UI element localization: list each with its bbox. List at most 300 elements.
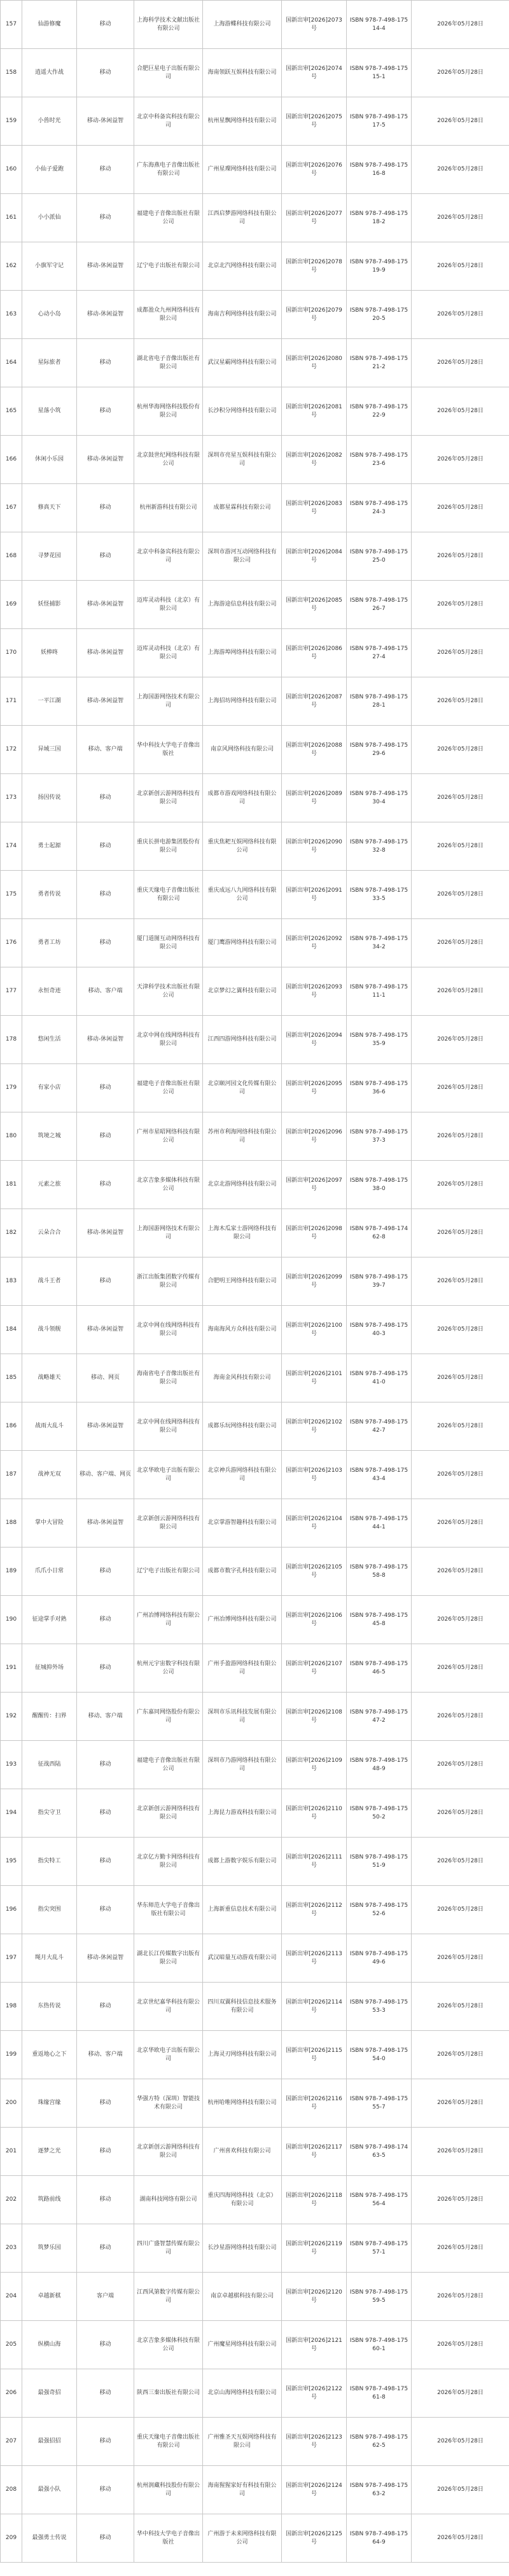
approval-date-cell: 2026年05月28日: [412, 436, 509, 484]
approval-number-cell: 国新出审[2026]2098号: [282, 1209, 347, 1257]
publisher-cell: 广东嘉同网络股份有限公司: [134, 1693, 203, 1741]
publisher-cell: 杭州华海网络科技股份有限公司: [134, 387, 203, 436]
row-number-cell: 208: [1, 2466, 22, 2514]
approval-number-cell: 国新出审[2026]2087号: [282, 677, 347, 726]
publisher-cell: 江西风第数字传媒有限公司: [134, 2273, 203, 2321]
isbn-cell: ISBN 978-7-498-17532-8: [347, 822, 412, 871]
publisher-cell: 华中科技大学电子音像出版社: [134, 726, 203, 774]
publisher-cell: 北京中网在线网络科技有限公司: [134, 1402, 203, 1451]
game-name-cell: 战斗王者: [22, 1257, 77, 1306]
operator-cell: 成都市游戏网络科技有限公司: [203, 774, 282, 822]
row-number-cell: 160: [1, 146, 22, 194]
operator-cell: 北京北汽网络科技有限公司: [203, 242, 282, 291]
isbn-cell: ISBN 978-7-498-17542-7: [347, 1402, 412, 1451]
isbn-cell: ISBN 978-7-498-17519-9: [347, 242, 412, 291]
game-name-cell: 小旗军守记: [22, 242, 77, 291]
row-number-cell: 181: [1, 1161, 22, 1209]
table-row: [1, 1451, 509, 1499]
game-type-cell: 移动: [77, 1886, 134, 1934]
table-row: [1, 1789, 509, 1838]
operator-cell: 厦门鹰游网络科技有限公司: [203, 919, 282, 967]
isbn-cell: ISBN 978-7-498-17546-5: [347, 1644, 412, 1693]
table-row: [1, 2273, 509, 2321]
game-name-cell: 东热传说: [22, 1983, 77, 2031]
publisher-cell: 福建电子音像出版社有限公司: [134, 194, 203, 242]
table-row: [1, 2031, 509, 2079]
game-type-cell: 移动: [77, 2418, 134, 2466]
table-row: [1, 2079, 509, 2128]
table-row: [1, 2369, 509, 2418]
approval-number-cell: 国新出审[2026]2076号: [282, 146, 347, 194]
operator-cell: 广州喜欢科技有限公司: [203, 2128, 282, 2176]
game-name-cell: 勇者传说: [22, 871, 77, 919]
row-number-cell: 198: [1, 1983, 22, 2031]
isbn-cell: ISBN 978-7-498-17518-2: [347, 194, 412, 242]
operator-cell: 上海游埠网络科技有限公司: [203, 629, 282, 677]
isbn-cell: ISBN 978-7-498-17523-6: [347, 436, 412, 484]
operator-cell: 江西四游网络科技有限公司: [203, 1016, 282, 1064]
isbn-cell: ISBN 978-7-498-17551-9: [347, 1838, 412, 1886]
operator-cell: 合肥明王网络科技有限公司: [203, 1257, 282, 1306]
approval-date-cell: 2026年05月28日: [412, 532, 509, 581]
publisher-cell: 广东海燕电子音像出版社有限公司: [134, 146, 203, 194]
game-type-cell: 移动、客户端: [77, 1693, 134, 1741]
game-type-cell: 移动、客户端、网页: [77, 1451, 134, 1499]
game-name-cell: 珠缘宫缘: [22, 2079, 77, 2128]
approval-number-cell: 国新出审[2026]2100号: [282, 1306, 347, 1354]
approval-date-cell: 2026年05月28日: [412, 871, 509, 919]
row-number-cell: 195: [1, 1838, 22, 1886]
publisher-cell: 杭州元宇宙数字科技有限公司: [134, 1644, 203, 1693]
game-type-cell: 移动-休闲益智: [77, 1499, 134, 1548]
table-row: [1, 581, 509, 629]
approval-date-cell: 2026年05月28日: [412, 2466, 509, 2514]
isbn-cell: ISBN 978-7-498-17543-4: [347, 1451, 412, 1499]
row-number-cell: 196: [1, 1886, 22, 1934]
isbn-cell: ISBN 978-7-498-17550-2: [347, 1789, 412, 1838]
game-type-cell: 移动: [77, 1548, 134, 1596]
approval-number-cell: 国新出审[2026]2075号: [282, 97, 347, 146]
approval-date-cell: 2026年05月28日: [412, 484, 509, 532]
table-row: [1, 484, 509, 532]
table-row: [1, 629, 509, 677]
approval-number-cell: 国新出审[2026]2110号: [282, 1789, 347, 1838]
game-name-cell: 悠闲生活: [22, 1016, 77, 1064]
approval-date-cell: 2026年05月28日: [412, 2176, 509, 2224]
operator-cell: 武汉暗量互动游戏有限公司: [203, 1934, 282, 1983]
row-number-cell: 209: [1, 2514, 22, 2563]
game-type-cell: 移动: [77, 532, 134, 581]
table-row: [1, 967, 509, 1016]
row-number-cell: 179: [1, 1064, 22, 1112]
game-type-cell: 移动-休闲益智: [77, 581, 134, 629]
approval-date-cell: 2026年05月28日: [412, 387, 509, 436]
approval-date-cell: 2026年05月28日: [412, 1693, 509, 1741]
row-number-cell: 201: [1, 2128, 22, 2176]
game-name-cell: 小兽时光: [22, 97, 77, 146]
approval-date-cell: 2026年05月28日: [412, 2079, 509, 2128]
table-row: [1, 1161, 509, 1209]
operator-cell: 成都乐玩网络科技有限公司: [203, 1402, 282, 1451]
row-number-cell: 175: [1, 871, 22, 919]
isbn-cell: ISBN 978-7-498-17525-0: [347, 532, 412, 581]
table-row: [1, 1983, 509, 2031]
isbn-cell: ISBN 978-7-498-17549-6: [347, 1934, 412, 1983]
game-type-cell: 移动-休闲益智: [77, 97, 134, 146]
publisher-cell: 厦门道图互动网络科技有限公司: [134, 919, 203, 967]
publisher-cell: 华东师范大学电子音像出版社有限公司: [134, 1886, 203, 1934]
operator-cell: 上海招坊网络科技有限公司: [203, 677, 282, 726]
approval-number-cell: 国新出审[2026]2079号: [282, 291, 347, 339]
table-row: [1, 2514, 509, 2563]
publisher-cell: 天津科学技术出版社有限公司: [134, 967, 203, 1016]
game-name-cell: 爪爪小日常: [22, 1548, 77, 1596]
game-type-cell: 移动-休闲益智: [77, 1306, 134, 1354]
isbn-cell: ISBN 978-7-498-17545-8: [347, 1596, 412, 1644]
approval-number-cell: 国新出审[2026]2122号: [282, 2369, 347, 2418]
isbn-cell: ISBN 978-7-498-17541-0: [347, 1354, 412, 1402]
isbn-cell: ISBN 978-7-498-17559-5: [347, 2273, 412, 2321]
row-number-cell: 174: [1, 822, 22, 871]
table-row: [1, 1596, 509, 1644]
game-name-cell: 最强奇招: [22, 2369, 77, 2418]
isbn-cell: ISBN 978-7-498-17535-9: [347, 1016, 412, 1064]
publisher-cell: 北京新创云游网络科技有限公司: [134, 2128, 203, 2176]
table-row: [1, 2466, 509, 2514]
approval-number-cell: 国新出审[2026]2125号: [282, 2514, 347, 2563]
table-row: [1, 1354, 509, 1402]
table-row: [1, 2176, 509, 2224]
row-number-cell: 192: [1, 1693, 22, 1741]
game-name-cell: 星落小筑: [22, 387, 77, 436]
table-row: [1, 2321, 509, 2369]
game-type-cell: 移动: [77, 1983, 134, 2031]
game-name-cell: 勇士起源: [22, 822, 77, 871]
publisher-cell: 华中科技大学电子音像出版社: [134, 2514, 203, 2563]
table-row: [1, 1016, 509, 1064]
game-type-cell: 移动: [77, 1838, 134, 1886]
operator-cell: 苏州市利海网络科技有限公司: [203, 1112, 282, 1161]
operator-cell: 南京风网络科技有限公司: [203, 726, 282, 774]
row-number-cell: 207: [1, 2418, 22, 2466]
publisher-cell: 北京新创云游网络科技有限公司: [134, 1499, 203, 1548]
isbn-cell: ISBN 978-7-498-17517-5: [347, 97, 412, 146]
game-name-cell: 指尖特工: [22, 1838, 77, 1886]
isbn-cell: ISBN 978-7-498-17533-5: [347, 871, 412, 919]
approval-date-cell: 2026年05月28日: [412, 822, 509, 871]
operator-cell: 上海木瓜家士游网络科技有限公司: [203, 1209, 282, 1257]
game-name-cell: 逍遥大作战: [22, 49, 77, 97]
table-row: [1, 919, 509, 967]
table-row: [1, 1257, 509, 1306]
game-name-cell: 醒醒传：扫界: [22, 1693, 77, 1741]
publisher-cell: 四川广盛智慧传媒有限公司: [134, 2224, 203, 2273]
operator-cell: 长沙星游网络科技有限公司: [203, 2224, 282, 2273]
approval-date-cell: 2026年05月28日: [412, 339, 509, 387]
operator-cell: 上海游途信息科技有限公司: [203, 581, 282, 629]
operator-cell: 北京神兵游网络科技有限公司: [203, 1451, 282, 1499]
approval-number-cell: 国新出审[2026]2099号: [282, 1257, 347, 1306]
operator-cell: 广州冶博网络科技有限公司: [203, 1596, 282, 1644]
game-type-cell: 移动、网页: [77, 1354, 134, 1402]
approval-date-cell: 2026年05月28日: [412, 1016, 509, 1064]
operator-cell: 广州星璨网络科技有限公司: [203, 146, 282, 194]
isbn-cell: ISBN 978-7-498-17553-3: [347, 1983, 412, 2031]
game-type-cell: 移动: [77, 194, 134, 242]
isbn-cell: ISBN 978-7-498-17556-4: [347, 2176, 412, 2224]
approval-number-cell: 国新出审[2026]2082号: [282, 436, 347, 484]
operator-cell: 成都星霖科技有限公司: [203, 484, 282, 532]
isbn-cell: ISBN 978-7-498-17529-6: [347, 726, 412, 774]
game-type-cell: 移动-休闲益智: [77, 436, 134, 484]
publisher-cell: 福建电子音像出版社有限公司: [134, 1741, 203, 1789]
game-name-cell: 卓越新棋: [22, 2273, 77, 2321]
approval-number-cell: 国新出审[2026]2108号: [282, 1693, 347, 1741]
game-name-cell: 休闲小乐园: [22, 436, 77, 484]
approval-date-cell: 2026年05月28日: [412, 1257, 509, 1306]
approval-date-cell: 2026年05月28日: [412, 1741, 509, 1789]
table-row: [1, 291, 509, 339]
table-row: [1, 2224, 509, 2273]
publisher-cell: 上海国游网络技术有限公司: [134, 677, 203, 726]
game-type-cell: 移动: [77, 146, 134, 194]
approval-number-cell: 国新出审[2026]2123号: [282, 2418, 347, 2466]
publisher-cell: 成都盈众九州网络科技有限公司: [134, 291, 203, 339]
approval-date-cell: 2026年05月28日: [412, 97, 509, 146]
game-type-cell: 移动: [77, 1112, 134, 1161]
approval-date-cell: 2026年05月28日: [412, 2273, 509, 2321]
row-number-cell: 185: [1, 1354, 22, 1402]
approval-number-cell: 国新出审[2026]2091号: [282, 871, 347, 919]
publisher-cell: 陕西三秦出版社有限公司: [134, 2369, 203, 2418]
row-number-cell: 170: [1, 629, 22, 677]
row-number-cell: 202: [1, 2176, 22, 2224]
table-row: [1, 1886, 509, 1934]
game-name-cell: 最强招招: [22, 2418, 77, 2466]
row-number-cell: 169: [1, 581, 22, 629]
table-row: [1, 871, 509, 919]
game-name-cell: 最强小队: [22, 2466, 77, 2514]
game-type-cell: 移动: [77, 387, 134, 436]
row-number-cell: 193: [1, 1741, 22, 1789]
approval-number-cell: 国新出审[2026]2092号: [282, 919, 347, 967]
row-number-cell: 194: [1, 1789, 22, 1838]
row-number-cell: 161: [1, 194, 22, 242]
isbn-cell: ISBN 978-7-498-17537-3: [347, 1112, 412, 1161]
operator-cell: 成都上游数字娱乐有限公司: [203, 1838, 282, 1886]
row-number-cell: 178: [1, 1016, 22, 1064]
operator-cell: 北京北游网络科技有限公司: [203, 1161, 282, 1209]
row-number-cell: 190: [1, 1596, 22, 1644]
publisher-cell: 北京世纪嘉华科技有限公司: [134, 1983, 203, 2031]
approval-number-cell: 国新出审[2026]2084号: [282, 532, 347, 581]
isbn-cell: ISBN 978-7-498-17534-2: [347, 919, 412, 967]
publisher-cell: 迈库灵动科技（北京）有限公司: [134, 629, 203, 677]
approval-number-cell: 国新出审[2026]2101号: [282, 1354, 347, 1402]
approval-number-cell: 国新出审[2026]2073号: [282, 1, 347, 49]
isbn-cell: ISBN 978-7-498-17524-3: [347, 484, 412, 532]
game-type-cell: 移动: [77, 2369, 134, 2418]
isbn-cell: ISBN 978-7-498-17526-7: [347, 581, 412, 629]
row-number-cell: 163: [1, 291, 22, 339]
approval-number-cell: 国新出审[2026]2078号: [282, 242, 347, 291]
isbn-cell: ISBN 978-7-498-17558-8: [347, 1548, 412, 1596]
approval-date-cell: 2026年05月28日: [412, 1934, 509, 1983]
game-type-cell: 移动: [77, 1064, 134, 1112]
approval-number-cell: 国新出审[2026]2111号: [282, 1838, 347, 1886]
table-row: [1, 726, 509, 774]
row-number-cell: 182: [1, 1209, 22, 1257]
publisher-cell: 北京吉象多媒体科技有限公司: [134, 1161, 203, 1209]
approval-date-cell: 2026年05月28日: [412, 2321, 509, 2369]
game-type-cell: 移动: [77, 919, 134, 967]
table-row: [1, 1499, 509, 1548]
table-row: [1, 339, 509, 387]
row-number-cell: 162: [1, 242, 22, 291]
row-number-cell: 188: [1, 1499, 22, 1548]
table-row: [1, 2128, 509, 2176]
row-number-cell: 189: [1, 1548, 22, 1596]
publisher-cell: 上海国游网络技术有限公司: [134, 1209, 203, 1257]
isbn-cell: ISBN 978-7-498-17560-1: [347, 2321, 412, 2369]
game-name-cell: 一平江湖: [22, 677, 77, 726]
table-row: [1, 436, 509, 484]
approval-number-cell: 国新出审[2026]2088号: [282, 726, 347, 774]
publisher-cell: 北京吉象多媒体科技有限公司: [134, 2321, 203, 2369]
approval-date-cell: 2026年05月28日: [412, 1354, 509, 1402]
row-number-cell: 167: [1, 484, 22, 532]
publisher-cell: 华强方特（深圳）智能技术有限公司: [134, 2079, 203, 2128]
game-name-cell: 小小派仙: [22, 194, 77, 242]
publisher-cell: 北京新创云游网络科技有限公司: [134, 1789, 203, 1838]
approval-date-cell: 2026年05月28日: [412, 1064, 509, 1112]
game-name-cell: 指尖守卫: [22, 1789, 77, 1838]
game-name-cell: 战斗领舰: [22, 1306, 77, 1354]
game-name-cell: 修真天下: [22, 484, 77, 532]
isbn-cell: ISBN 978-7-498-17561-8: [347, 2369, 412, 2418]
operator-cell: 深圳市亮星互娱科技有限公司: [203, 436, 282, 484]
approval-number-cell: 国新出审[2026]2119号: [282, 2224, 347, 2273]
table-row: [1, 146, 509, 194]
approval-date-cell: 2026年05月28日: [412, 629, 509, 677]
game-name-cell: 心动小岛: [22, 291, 77, 339]
approval-number-cell: 国新出审[2026]2118号: [282, 2176, 347, 2224]
game-type-cell: 移动、客户端: [77, 967, 134, 1016]
operator-cell: 四川双翼科技信息技术服务有限公司: [203, 1983, 282, 2031]
isbn-cell: ISBN 978-7-498-17552-6: [347, 1886, 412, 1934]
approval-date-cell: 2026年05月28日: [412, 2369, 509, 2418]
table-row: [1, 387, 509, 436]
publisher-cell: 湖南科技网络有限公司: [134, 2176, 203, 2224]
operator-cell: 深圳市乐讯科技发展有限公司: [203, 1693, 282, 1741]
isbn-cell: ISBN 978-7-498-17522-9: [347, 387, 412, 436]
row-number-cell: 187: [1, 1451, 22, 1499]
table-row: [1, 1112, 509, 1161]
game-name-cell: 征途掌手对熟: [22, 1596, 77, 1644]
approval-date-cell: 2026年05月28日: [412, 2128, 509, 2176]
game-name-cell: 战略雄天: [22, 1354, 77, 1402]
game-name-cell: 最强勇士传说: [22, 2514, 77, 2563]
approval-date-cell: 2026年05月28日: [412, 1402, 509, 1451]
publisher-cell: 迈库灵动科技（北京）有限公司: [134, 581, 203, 629]
publisher-cell: 杭州新游科技有限公司: [134, 484, 203, 532]
publisher-cell: 上海科学技术文献出版社有限公司: [134, 1, 203, 49]
game-type-cell: 移动: [77, 2079, 134, 2128]
game-type-cell: 移动-休闲益智: [77, 291, 134, 339]
game-name-cell: 掌中大冒险: [22, 1499, 77, 1548]
publisher-cell: 福建电子音像出版社有限公司: [134, 1064, 203, 1112]
operator-cell: 上海昆力游戏科技有限公司: [203, 1789, 282, 1838]
game-type-cell: 移动: [77, 339, 134, 387]
approval-number-cell: 国新出审[2026]2097号: [282, 1161, 347, 1209]
isbn-cell: ISBN 978-7-498-17511-1: [347, 967, 412, 1016]
isbn-cell: ISBN 978-7-498-17463-5: [347, 2128, 412, 2176]
table-row: [1, 1693, 509, 1741]
table-row: [1, 1741, 509, 1789]
row-number-cell: 191: [1, 1644, 22, 1693]
game-name-cell: 妖棒咚: [22, 629, 77, 677]
isbn-cell: ISBN 978-7-498-17528-1: [347, 677, 412, 726]
row-number-cell: 158: [1, 49, 22, 97]
operator-cell: 武汉星霸网络科技有限公司: [203, 339, 282, 387]
approval-number-cell: 国新出审[2026]2102号: [282, 1402, 347, 1451]
approval-date-cell: 2026年05月28日: [412, 146, 509, 194]
game-type-cell: 移动: [77, 1741, 134, 1789]
approval-date-cell: 2026年05月28日: [412, 919, 509, 967]
approval-date-cell: 2026年05月28日: [412, 1499, 509, 1548]
game-type-cell: 移动: [77, 1257, 134, 1306]
approval-date-cell: 2026年05月28日: [412, 242, 509, 291]
approval-number-cell: 国新出审[2026]2081号: [282, 387, 347, 436]
approval-date-cell: 2026年05月28日: [412, 49, 509, 97]
publisher-cell: 北京中科备宾科技有限公司: [134, 532, 203, 581]
approval-date-cell: 2026年05月28日: [412, 1886, 509, 1934]
approval-date-cell: 2026年05月28日: [412, 726, 509, 774]
game-name-cell: 勇者工坊: [22, 919, 77, 967]
game-name-cell: 征城抑外场: [22, 1644, 77, 1693]
game-type-cell: 移动: [77, 822, 134, 871]
approval-number-cell: 国新出审[2026]2085号: [282, 581, 347, 629]
game-type-cell: 移动: [77, 484, 134, 532]
isbn-cell: ISBN 978-7-498-17536-6: [347, 1064, 412, 1112]
approval-date-cell: 2026年05月28日: [412, 1451, 509, 1499]
operator-cell: 长沙积分网络科技有限公司: [203, 387, 282, 436]
approval-number-cell: 国新出审[2026]2090号: [282, 822, 347, 871]
publisher-cell: 湖北省电子音像出版社有限公司: [134, 339, 203, 387]
isbn-cell: ISBN 978-7-498-17516-8: [347, 146, 412, 194]
approval-number-cell: 国新出审[2026]2113号: [282, 1934, 347, 1983]
isbn-cell: ISBN 978-7-498-17564-9: [347, 2514, 412, 2563]
row-number-cell: 180: [1, 1112, 22, 1161]
isbn-cell: ISBN 978-7-498-17538-0: [347, 1161, 412, 1209]
table-row: [1, 532, 509, 581]
row-number-cell: 206: [1, 2369, 22, 2418]
approval-date-cell: 2026年05月28日: [412, 1983, 509, 2031]
publisher-cell: 广州冶博网络科技有限公司: [134, 1596, 203, 1644]
operator-cell: 北京颐河园文化传媒有限公司: [203, 1064, 282, 1112]
isbn-cell: ISBN 978-7-498-17548-9: [347, 1741, 412, 1789]
table-row: [1, 1209, 509, 1257]
approval-number-cell: 国新出审[2026]2115号: [282, 2031, 347, 2079]
approval-date-cell: 2026年05月28日: [412, 1838, 509, 1886]
game-name-cell: 妖怪捕影: [22, 581, 77, 629]
game-type-cell: 移动: [77, 2128, 134, 2176]
operator-cell: 重庆焦耙互娱网络科技有限公司: [203, 822, 282, 871]
approval-number-cell: 国新出审[2026]2074号: [282, 49, 347, 97]
game-name-cell: 扬因传说: [22, 774, 77, 822]
table-row: [1, 2418, 509, 2466]
row-number-cell: 183: [1, 1257, 22, 1306]
